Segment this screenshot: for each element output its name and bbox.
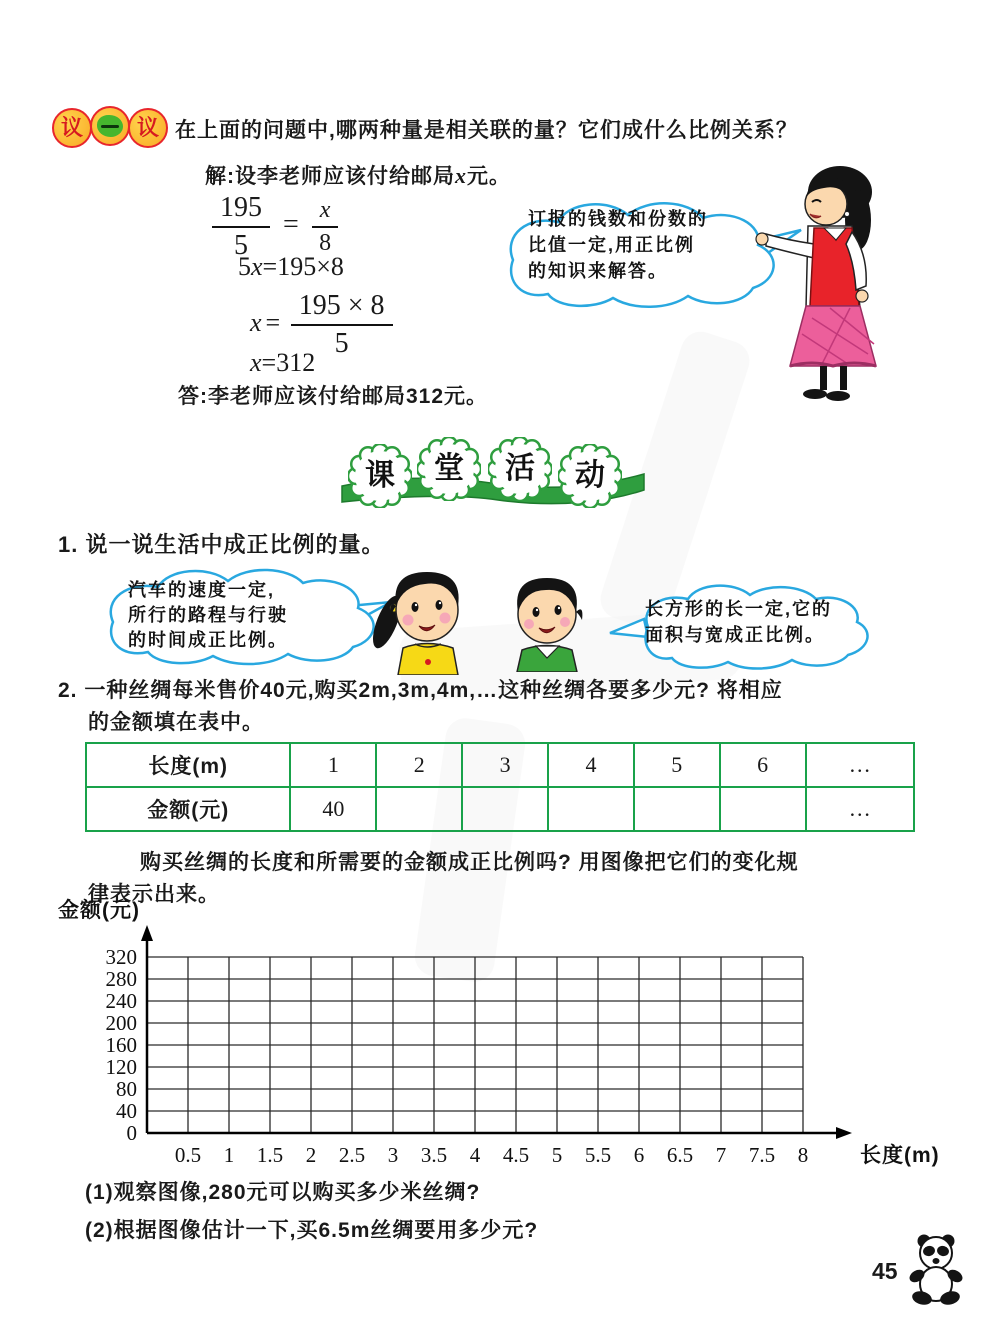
bubble-line: 订报的钱数和份数的 [528,209,708,229]
fraction-x-8 [312,197,339,257]
girl-button [425,659,431,665]
svg-text:320: 320 [105,945,137,969]
equation-2 [238,252,344,282]
activity-header-char: 课 [365,459,395,492]
activity-header-flower [348,444,412,508]
bubble-tail [610,619,648,637]
question-1: 1. 说一说生活中成正比例的量。 [58,532,385,557]
activity-header-flower [417,437,481,501]
fraction-numerator: 195 × 8 [291,290,393,326]
table-cell-empty[interactable] [462,787,548,831]
activity-header-char: 动 [575,459,605,492]
svg-text:200: 200 [105,1011,137,1035]
bubble-line: 的知识来解答。 [528,261,668,281]
girl-eye-glint [439,602,441,604]
boy-blush [560,617,570,627]
solution-intro-post: 元。 [467,165,511,188]
question-2-line2: 的金额填在表中。 [88,711,264,734]
table-header-amount: 金额(元) [86,787,290,831]
svg-text:2: 2 [305,1143,317,1167]
table-cell-empty[interactable] [634,787,720,831]
eq3-equals: = [265,307,281,337]
followup-line2: 律表示出来。 [88,883,220,906]
boy-eye [555,605,562,615]
sub-question-2: (2)根据图像估计一下,买6.5m丝绸要用多少元? [85,1219,539,1242]
bubble-line: 面积与宽成正比例。 [645,625,825,645]
svg-text:5: 5 [551,1143,563,1167]
discuss-question: 在上面的问题中,哪两种量是相关联的量？它们成什么比例关系？ [175,119,798,142]
svg-text:3: 3 [387,1143,399,1167]
boy-eye-glint [536,609,538,611]
svg-text:120: 120 [105,1055,137,1079]
boy-illustration [492,570,602,672]
bubble-line: 长方形的长一定,它的 [645,599,833,619]
girl-blush [403,615,414,626]
eq4-rest: =312 [261,348,316,377]
table-cell: 6 [720,743,806,787]
svg-text:240: 240 [105,989,137,1013]
table-cell-empty[interactable] [720,787,806,831]
table-cell-ellipsis: … [806,787,914,831]
proportion-grid-chart [0,895,1000,1195]
eq2-var: x [251,252,263,281]
svg-text:160: 160 [105,1033,137,1057]
table-cell: 40 [290,787,376,831]
table-cell-ellipsis: … [806,743,914,787]
sub-question-1: (1)观察图像,280元可以购买多少米丝绸? [85,1181,481,1204]
teacher-hand-2 [856,290,868,302]
table-cell: 2 [376,743,462,787]
teacher-shoe [803,389,827,399]
discuss-badge-leaf [90,106,130,146]
table-cell: 5 [634,743,720,787]
equals-sign: = [283,209,299,241]
teacher-leg [840,366,847,390]
equation-4 [250,348,315,378]
fraction-denominator: 5 [234,230,248,261]
table-cell-empty[interactable] [376,787,462,831]
table-cell-empty[interactable] [548,787,634,831]
discuss-badge-char: 议 [52,108,92,148]
teacher-shoe [826,391,850,401]
eq3-var: x [250,307,262,337]
girl-blush [440,613,451,624]
fraction-denominator: 8 [319,230,332,256]
bubble-line: 所行的路程与行驶 [128,605,288,625]
svg-text:2.5: 2.5 [338,1143,366,1167]
bubble-line: 汽车的速度一定, [128,580,276,600]
table-header-length: 长度(m) [86,743,290,787]
teacher-earring [845,212,850,217]
svg-text:长度(m): 长度(m) [860,1144,940,1167]
bubble-line: 比值一定,用正比例 [528,235,696,255]
girl-eye [412,602,419,612]
girl-illustration [365,560,480,675]
boy-hair-tuft [576,609,582,620]
svg-text:4: 4 [469,1143,481,1167]
svg-text:6: 6 [633,1143,645,1167]
eq4-var: x [250,348,262,377]
teacher-bubble-text [528,206,708,284]
fraction-numerator: 195 [212,192,270,228]
answer-line: 答:李老师应该付给邮局312元。 [178,385,489,408]
table-cell: 4 [548,743,634,787]
boy-blush [524,619,534,629]
boy-bubble-text [645,596,832,648]
boy-eye [533,607,540,617]
question-2-line1: 2. 一种丝绸每米售价40元,购买2m,3m,4m,…这种丝绸各要多少元? 将相应 [58,679,783,702]
svg-text:40: 40 [116,1099,137,1123]
panda-mouth [933,1258,940,1264]
table-cell: 1 [290,743,376,787]
svg-text:1: 1 [223,1143,235,1167]
discuss-badge-char: 议 [128,108,168,148]
activity-header-flower [488,437,552,501]
table-row-length [86,743,914,787]
teacher-arm-extended [766,234,814,258]
svg-text:7.5: 7.5 [748,1143,776,1167]
svg-text:0.5: 0.5 [174,1143,202,1167]
panda-icon [905,1232,967,1306]
silk-price-table [85,742,915,832]
girl-eye [436,600,443,610]
leaf-dash-icon [101,125,119,128]
discuss-badge [52,106,182,150]
eq2-coef: 5 [238,252,251,281]
fraction-numerator: x [312,197,339,228]
svg-text:0: 0 [126,1121,137,1145]
teacher-hand [756,233,768,245]
solution-intro-pre: 解:设李老师应该付给邮局 [205,165,455,188]
solution-var-x: x [455,163,467,188]
svg-text:7: 7 [715,1143,727,1167]
svg-text:4.5: 4.5 [502,1143,530,1167]
svg-text:1.5: 1.5 [256,1143,284,1167]
bubble-line: 的时间成正比例。 [128,630,288,650]
svg-text:5.5: 5.5 [584,1143,612,1167]
eq2-rest: =195×8 [262,252,344,281]
girl-bubble-text [128,578,288,653]
svg-text:80: 80 [116,1077,137,1101]
fraction-denominator: 5 [334,328,349,359]
activity-header-flower [558,444,622,508]
boy-eye-glint [558,607,560,609]
table-row-amount [86,787,914,831]
silk-table [85,742,915,832]
teacher-leg [820,366,827,390]
girl-eye-glint [415,604,417,606]
activity-header-char: 活 [505,452,535,485]
followup-line1: 购买丝绸的长度和所需要的金额成正比例吗? 用图像把它们的变化规 [140,851,799,874]
svg-text:6.5: 6.5 [666,1143,694,1167]
activity-header-char: 堂 [434,452,464,485]
page-number: 45 [872,1258,898,1284]
teacher-illustration [752,158,907,403]
solution-intro [205,160,511,190]
svg-text:8: 8 [797,1143,809,1167]
svg-text:280: 280 [105,967,137,991]
table-cell: 3 [462,743,548,787]
svg-text:金额(元): 金额(元) [58,899,140,922]
svg-text:3.5: 3.5 [420,1143,448,1167]
